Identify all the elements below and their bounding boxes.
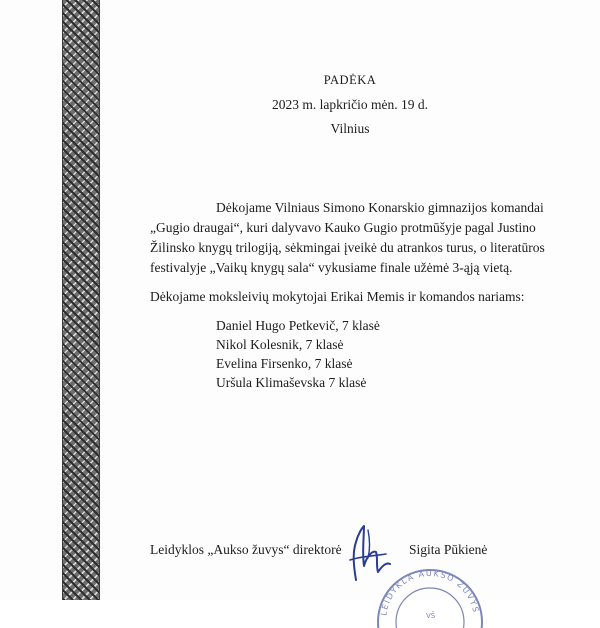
body-line: Žilinsko knygų trilogiją, sėkmingai įveikė du atrankos turus, o literatūros — [150, 240, 545, 255]
student-item: Daniel Hugo Petkevič, 7 klasė — [216, 318, 380, 333]
binding-band-edge — [99, 0, 100, 600]
binding-band — [63, 0, 99, 600]
document-title: PADĖKA — [323, 73, 377, 87]
student-item: Nikol Kolesnik, 7 klasė — [216, 337, 344, 352]
svg-text:VŠ: VŠ — [426, 612, 436, 620]
teacher-line: Dėkojame moksleivių mokytojai Erikai Memis ir komandos nariams: — [150, 289, 525, 304]
handwritten-signature — [342, 518, 398, 582]
body-line: festivalyje „Vaikų knygų sala“ vykusiame finale užėmė 3-ąją vietą. — [150, 260, 513, 275]
body-line: „Gugio draugai“, kuri dalyvavo Kauko Gugio protmūšyje pagal Justino — [150, 220, 536, 235]
student-item: Uršula Klimaševska 7 klasė — [216, 375, 367, 390]
document-place: Vilnius — [330, 121, 370, 136]
body-line: Dėkojame Vilniaus Simono Konarskio gimnazijos komandai — [216, 200, 544, 215]
student-item: Evelina Firsenko, 7 klasė — [216, 356, 353, 371]
document-date: 2023 m. lapkričio mėn. 19 d. — [272, 97, 428, 112]
svg-text:LEIDYKLA AUKSO ŽUVYS: LEIDYKLA AUKSO ŽUVYS — [379, 568, 481, 617]
signatory-name: Sigita Pūkienė — [409, 542, 488, 557]
signatory-role: Leidyklos „Aukso žuvys“ direktorė — [150, 542, 342, 557]
